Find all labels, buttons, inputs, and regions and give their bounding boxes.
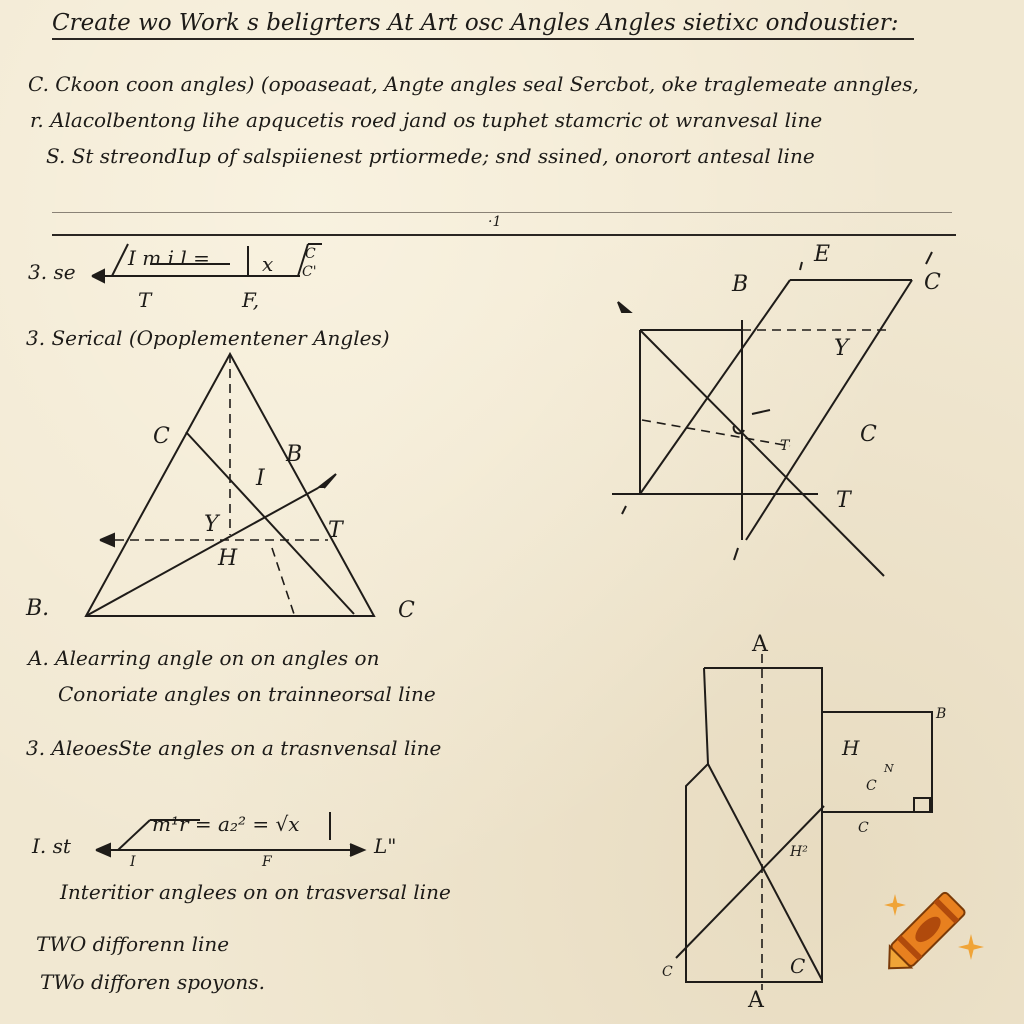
section4-prefix: I. st [32, 834, 71, 858]
section5-line-1: Interitior anglees on on trasversal line [60, 880, 451, 904]
section4-sub-right: F [262, 854, 272, 870]
triangle-label-t: T [328, 518, 343, 543]
section2-heading: 3. Serical (Opoplementener Angles) [26, 326, 390, 350]
sparkle-icon-2 [958, 934, 984, 960]
section5-line-2: TWO difforenn line [36, 932, 230, 956]
crayon-icon [868, 868, 988, 988]
triangle-label-h: H [218, 546, 238, 571]
section1-c-top: C [305, 246, 316, 262]
fig-bottom-label-h: H [842, 736, 860, 760]
fig-bottom-label-n: N [884, 762, 894, 775]
fig-top-label-y: Y [834, 336, 849, 361]
fig-bottom-label-c-right: C [858, 820, 869, 836]
fig-bottom-label-a-top: A [752, 632, 768, 657]
triangle-figure [86, 354, 374, 616]
right-top-figure [612, 252, 932, 576]
section1-c-bottom: C' [302, 264, 317, 280]
fig-top-label-t-small: T [780, 438, 790, 454]
triangle-label-c-bottom: C [398, 598, 415, 623]
section1-equation-frame [92, 244, 322, 282]
section5-line-3: TWo difforen spoyons. [40, 970, 265, 994]
fig-top-label-t: T [836, 488, 851, 513]
section4-arrow-label: L" [374, 834, 397, 858]
section4-equation: m¹r = a₂² = √x [152, 812, 300, 836]
sparkle-icon [884, 894, 906, 916]
triangle-label-c: C [153, 424, 170, 449]
fig-bottom-label-c-bottom: C [790, 954, 806, 978]
fig-top-label-b: B [732, 272, 749, 297]
triangle-label-b-bottom: B. [26, 596, 50, 621]
divider-mark: ·1 [488, 214, 502, 230]
intro-line-2: r. Alacolbentong lihe apqucetis roed jand os tuphet stamcric ot wranvesal line [30, 108, 823, 132]
section1-x: x [262, 252, 274, 276]
section3-line-a2: Conoriate angles on trainneorsal line [58, 682, 436, 706]
section1-prefix: 3. se [28, 260, 76, 284]
fig-top-label-c-top: C [924, 270, 941, 295]
section4-equation-frame [96, 812, 364, 856]
triangle-label-b: B [286, 442, 303, 467]
fig-bottom-label-a-bottom: A [748, 988, 764, 1013]
fig-bottom-label-h2: H² [790, 844, 808, 860]
triangle-label-i: I [256, 466, 265, 491]
section3-line-3: 3. AleoesSte angles on a trasnvensal line [26, 736, 442, 760]
intro-line-1: C. Ckoon coon angles) (opoaseaat, Angte angles seal Sercbot, oke traglemeate anngles, [28, 72, 919, 96]
section1-equation: I m i l = [128, 246, 210, 270]
section1-sub-left: T [138, 288, 152, 312]
section1-sub-right: F, [242, 288, 260, 312]
triangle-label-y: Y [204, 512, 219, 537]
intro-line-3: S. St streondIup of salspiienest prtiormede; snd ssined, onorort antesal line [46, 144, 815, 168]
fig-top-label-c-mid: C [860, 422, 877, 447]
fig-bottom-label-c-left: C [662, 964, 673, 980]
section3-line-a: A. Alearring angle on on angles on [28, 646, 380, 670]
section4-sub-left: I [130, 854, 136, 870]
fig-bottom-label-c-small: C [866, 778, 877, 794]
fig-bottom-label-b: B [936, 706, 947, 722]
page-title: Create wo Work s beligrters At Art osc Angles Angles sietixc ondoustier: [52, 10, 899, 36]
fig-top-label-e: E [814, 242, 831, 267]
